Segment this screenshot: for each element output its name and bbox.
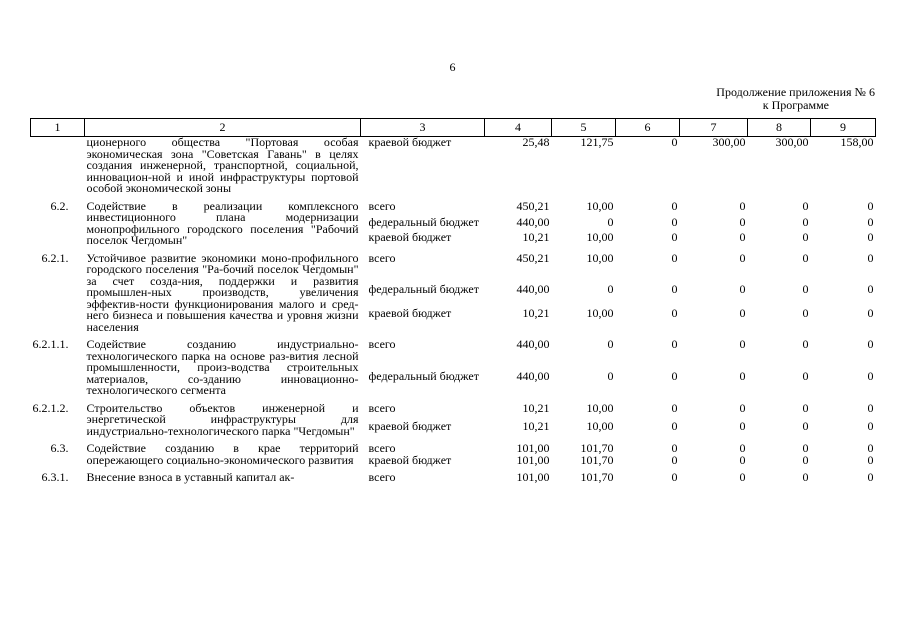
- amount-cell: 0: [867, 400, 874, 415]
- amount-cell: 0: [671, 441, 678, 455]
- funding-source: всего: [368, 470, 396, 484]
- header-cell: 3: [361, 119, 485, 137]
- amount-cell: 0: [671, 452, 678, 467]
- amount-cell: 0: [607, 214, 614, 229]
- funding-source: краевой бюджет: [368, 418, 452, 433]
- table-row: [31, 137, 876, 195]
- amount-cell: 0: [739, 229, 746, 244]
- amount-cell: 0: [802, 337, 809, 351]
- continuation-note: [615, 86, 875, 112]
- amount-cell: 0: [802, 250, 809, 265]
- amount-cell: 0: [867, 214, 874, 229]
- amount-cell: 0: [671, 306, 678, 321]
- amount-cell: 10,00: [586, 229, 614, 244]
- amount-cell: 0: [739, 281, 746, 296]
- amount-cell: 300,00: [712, 135, 746, 149]
- amount-cell: 0: [739, 337, 746, 351]
- amount-cell: 0: [739, 250, 746, 265]
- funding-source: всего: [368, 250, 396, 265]
- table-row: [31, 437, 876, 455]
- amount-cell: 0: [802, 452, 809, 467]
- amount-cell: 0: [671, 198, 678, 213]
- amount-cell: 0: [607, 337, 614, 351]
- amount-cell: 0: [802, 229, 809, 244]
- amount-cell: 10,21: [522, 229, 550, 244]
- amount-cell: 0: [671, 229, 678, 244]
- row-number: 6.3.1.: [41, 470, 69, 484]
- amount-cell: 0: [671, 418, 678, 433]
- amount-cell: 0: [802, 400, 809, 415]
- amount-cell: 25,48: [522, 135, 550, 149]
- amount-cell: 0: [867, 418, 874, 433]
- header-cell: 6: [616, 119, 680, 137]
- amount-cell: 10,21: [522, 418, 550, 433]
- amount-cell: 0: [671, 214, 678, 229]
- row-description: Содействие созданию индустриально-технологического парка на основе раз-вития лесной промышленности, произ-водства строительных материалов, со-зданию инновационно-технологического сегмента: [86, 337, 359, 397]
- table-row: [31, 397, 876, 421]
- amount-cell: 0: [802, 441, 809, 455]
- amount-cell: 0: [867, 229, 874, 244]
- funding-source: краевой бюджет: [368, 452, 452, 467]
- amount-cell: 0: [607, 281, 614, 296]
- row-description: Устойчивое развитие экономики моно-профильного городского поселения "Ра-бочий поселок Чегдомын" за счет созда-ния, поддержки и развития промышлен-ных производств, увеличения эффектив-ности функционирования малого и сред-него бизнеса и повышения качества и уровня жизни населения: [86, 250, 359, 334]
- amount-cell: 0: [802, 198, 809, 213]
- amount-cell: 101,70: [580, 452, 614, 467]
- amount-cell: 0: [671, 135, 678, 149]
- header-cell: 2: [85, 119, 361, 137]
- row-description: Внесение взноса в уставный капитал ак-: [86, 470, 295, 484]
- amount-cell: 10,00: [586, 198, 614, 213]
- amount-cell: 0: [739, 400, 746, 415]
- amount-cell: 450,21: [516, 250, 550, 265]
- budget-table: [30, 118, 876, 484]
- row-number: 6.2.: [50, 198, 69, 213]
- amount-cell: 0: [802, 306, 809, 321]
- header-cell: 8: [748, 119, 811, 137]
- header-cell: 1: [31, 119, 85, 137]
- funding-source: федеральный бюджет: [368, 369, 479, 384]
- header-cell: 9: [811, 119, 876, 137]
- amount-cell: 0: [739, 198, 746, 213]
- amount-cell: 440,00: [516, 214, 550, 229]
- header-cell: 7: [680, 119, 748, 137]
- amount-cell: 10,00: [586, 400, 614, 415]
- row-number: 6.2.1.2.: [32, 400, 69, 415]
- amount-cell: 101,70: [580, 470, 614, 484]
- amount-cell: 0: [802, 369, 809, 384]
- amount-cell: 0: [802, 470, 809, 484]
- amount-cell: 0: [739, 214, 746, 229]
- header-cell: 5: [552, 119, 616, 137]
- amount-cell: 0: [671, 337, 678, 351]
- header-cell: 4: [485, 119, 552, 137]
- row-number: 6.3.: [50, 441, 69, 455]
- amount-cell: 121,75: [580, 135, 614, 149]
- amount-cell: 440,00: [516, 369, 550, 384]
- amount-cell: 0: [671, 369, 678, 384]
- continuation-line-1: Продолжение приложения № 6: [716, 85, 875, 99]
- amount-cell: 0: [671, 470, 678, 484]
- funding-source: всего: [368, 441, 396, 455]
- amount-cell: 10,00: [586, 250, 614, 265]
- amount-cell: 0: [867, 452, 874, 467]
- amount-cell: 0: [739, 418, 746, 433]
- amount-cell: 0: [802, 214, 809, 229]
- row-description: Строительство объектов инженерной и энергетической инфраструктуры для индустриально-технологического парка "Чегдомын": [86, 400, 359, 438]
- amount-cell: 450,21: [516, 198, 550, 213]
- funding-source: всего: [368, 400, 396, 415]
- amount-cell: 0: [802, 418, 809, 433]
- amount-cell: 300,00: [775, 135, 809, 149]
- amount-cell: 0: [739, 470, 746, 484]
- table-row: [31, 247, 876, 284]
- header-row: [31, 119, 876, 137]
- funding-source: всего: [368, 198, 396, 213]
- amount-cell: 0: [867, 470, 874, 484]
- table-row: [31, 333, 876, 371]
- amount-cell: 0: [671, 250, 678, 265]
- amount-cell: 0: [671, 281, 678, 296]
- table-row: [31, 466, 876, 484]
- funding-source: федеральный бюджет: [368, 214, 479, 229]
- amount-cell: 0: [739, 369, 746, 384]
- amount-cell: 0: [867, 337, 874, 351]
- amount-cell: 101,00: [516, 441, 550, 455]
- amount-cell: 0: [867, 306, 874, 321]
- amount-cell: 10,00: [586, 418, 614, 433]
- amount-cell: 0: [739, 452, 746, 467]
- row-description: ционерного общества "Портовая особая экономическая зона "Советская Гавань" в целях создания инженерной, транспортной, социальной, инновацион-ной и иной инфраструктуры портовой особой экономической зоны: [86, 135, 359, 195]
- amount-cell: 10,21: [522, 306, 550, 321]
- continuation-line-2: к Программе: [762, 98, 829, 112]
- table-row: [31, 195, 876, 217]
- page-number: 6: [449, 60, 456, 74]
- amount-cell: 0: [867, 369, 874, 384]
- amount-cell: 0: [867, 250, 874, 265]
- funding-source: краевой бюджет: [368, 306, 452, 321]
- amount-cell: 0: [867, 198, 874, 213]
- amount-cell: 0: [671, 400, 678, 415]
- row-number: 6.2.1.1.: [32, 337, 69, 351]
- row-number: 6.2.1.: [41, 250, 69, 265]
- amount-cell: 158,00: [840, 135, 874, 149]
- row-description: Содействие созданию в крае территорий опережающего социально-экономического развития: [86, 441, 359, 467]
- amount-cell: 0: [739, 306, 746, 321]
- amount-cell: 0: [739, 441, 746, 455]
- amount-cell: 0: [867, 281, 874, 296]
- amount-cell: 101,00: [516, 452, 550, 467]
- amount-cell: 440,00: [516, 281, 550, 296]
- amount-cell: 101,70: [580, 441, 614, 455]
- funding-source: краевой бюджет: [368, 229, 452, 244]
- amount-cell: 440,00: [516, 337, 550, 351]
- funding-source: всего: [368, 337, 396, 351]
- amount-cell: 0: [867, 441, 874, 455]
- amount-cell: 0: [802, 281, 809, 296]
- funding-source: краевой бюджет: [368, 135, 452, 149]
- funding-source: федеральный бюджет: [368, 281, 479, 296]
- amount-cell: 101,00: [516, 470, 550, 484]
- amount-cell: 10,00: [586, 306, 614, 321]
- amount-cell: 0: [607, 369, 614, 384]
- amount-cell: 10,21: [522, 400, 550, 415]
- row-number: [31, 137, 85, 195]
- row-description: Содействие в реализации комплексного инвестиционного плана модернизации монопрофильного городского поселения "Рабочий поселок Чегдомын": [86, 198, 359, 247]
